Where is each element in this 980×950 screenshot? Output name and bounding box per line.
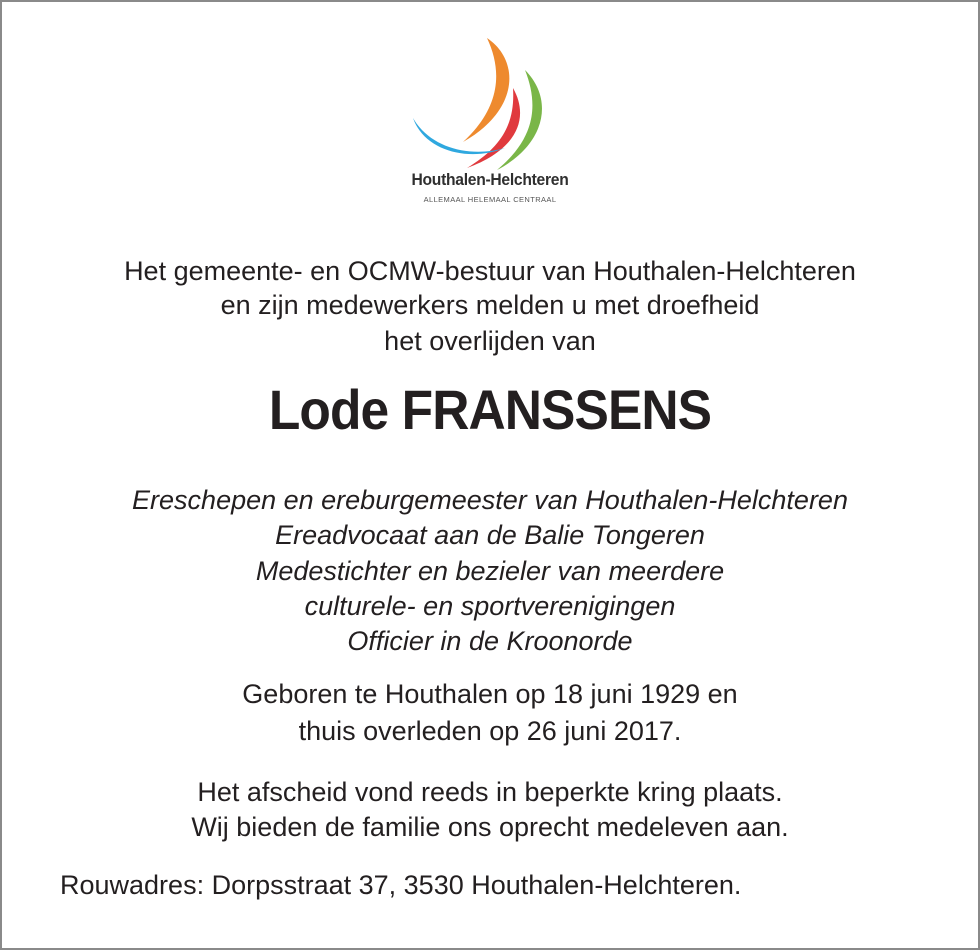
municipality-logo [385,30,595,215]
title-line: Officier in de Kroonorde [347,626,633,656]
blue-swoosh [413,118,505,154]
intro-line: het overlijden van [384,326,596,356]
intro-line: Het gemeente- en OCMW-bestuur van Houthalen-Helchteren [124,256,856,286]
farewell-line: Wij bieden de familie ons oprecht medeleven aan. [191,812,789,842]
title-line: culturele- en sportverenigingen [304,591,676,621]
farewell-line: Het afscheid vond reeds in beperkte kring plaats. [197,777,783,807]
logo-swooshes-icon [405,30,575,170]
birth-line: Geboren te Houthalen op 18 juni 1929 en [242,679,738,709]
orange-swoosh [463,38,509,142]
title-line: Ereschepen en ereburgemeester van Houthalen-Helchteren [132,485,848,515]
intro-line: en zijn medewerkers melden u met droefheid [220,290,760,320]
death-line: thuis overleden op 26 juni 2017. [298,716,682,746]
title-line: Medestichter en bezieler van meerdere [255,556,725,586]
title-line: Ereadvocaat aan de Balie Tongeren [275,520,705,550]
logo-tagline: ALLEMAAL HELEMAAL CENTRAAL [423,195,557,204]
mourning-address: Rouwadres: Dorpsstraat 37, 3530 Houthalen-Helchteren. [60,870,742,900]
logo-name: Houthalen-Helchteren [411,170,569,189]
deceased-name: Lode FRANSSENS [268,378,712,441]
